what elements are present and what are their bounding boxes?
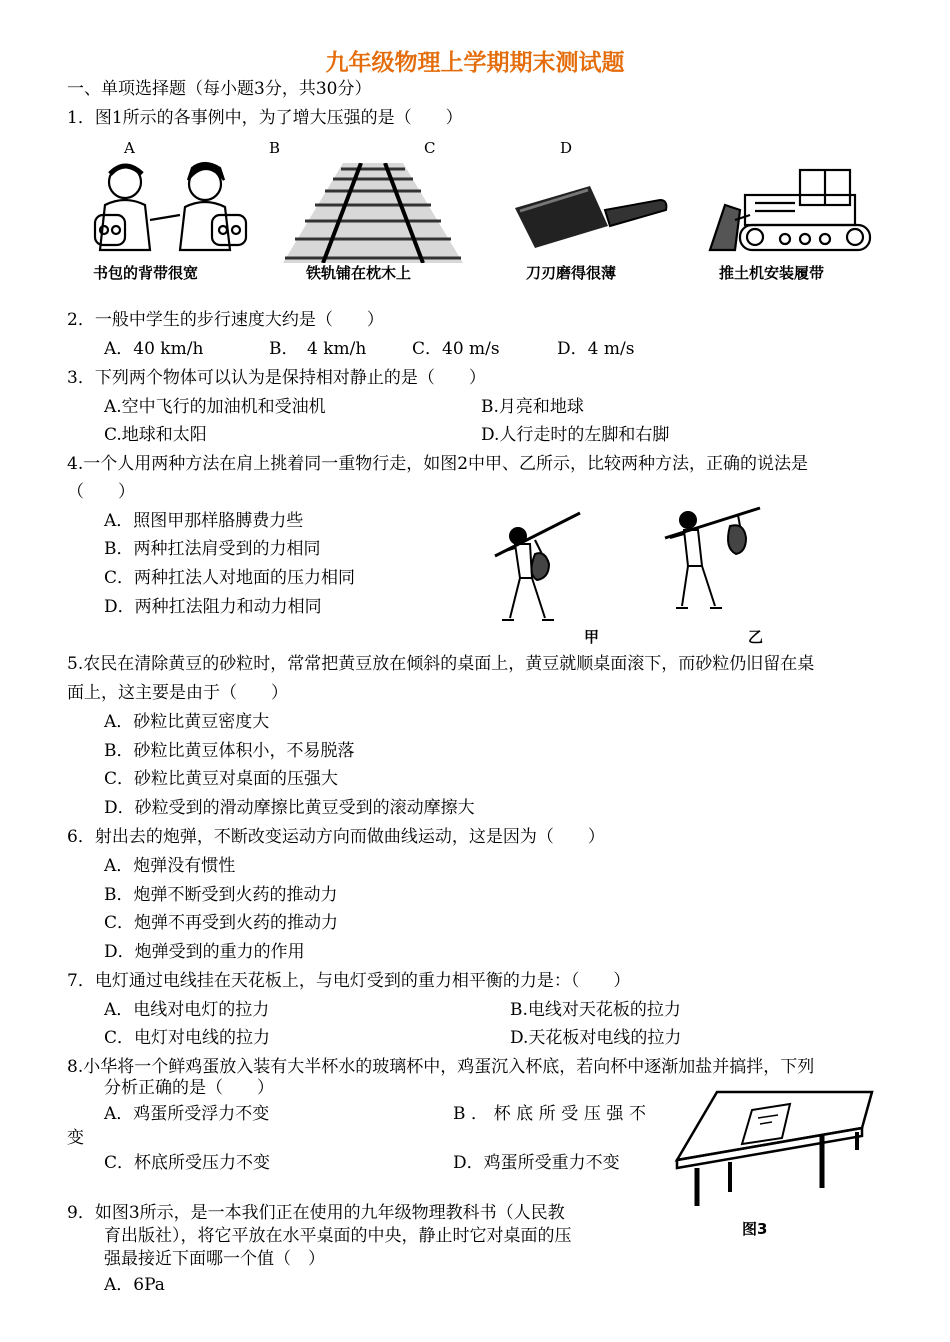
q1-caption-b: 铁轨铺在枕木上 xyxy=(306,264,412,282)
question-2-stem: 2．一般中学生的步行速度大约是（ ） xyxy=(67,310,384,330)
q6-option-b: B．炮弹不断受到火药的推动力 xyxy=(104,885,338,905)
q3-option-d: D.人行走时的左脚和右脚 xyxy=(481,425,670,445)
q7-option-d: D.天花板对电线的拉力 xyxy=(510,1028,682,1048)
q8-option-c: C．杯底所受压力不变 xyxy=(104,1153,271,1173)
q8-option-d: D．鸡蛋所受重力不变 xyxy=(453,1153,620,1173)
page-title: 九年级物理上学期期末测试题 xyxy=(325,50,625,76)
q4-option-c: C．两种扛法人对地面的压力相同 xyxy=(104,568,356,588)
q3-option-c: C.地球和太阳 xyxy=(104,425,207,445)
q1-label-a: A xyxy=(124,139,135,157)
q4-option-d: D．两种扛法阻力和动力相同 xyxy=(104,597,322,617)
q4-option-a: A．照图甲那样胳膊费力些 xyxy=(104,511,304,531)
question-5-stem-cont: 面上，这主要是由于（ ） xyxy=(67,683,288,703)
question-4-stem-cont: （ ） xyxy=(67,482,135,502)
q6-option-c: C．炮弹不再受到火药的推动力 xyxy=(104,913,339,933)
question-6-stem: 6．射出去的炮弹，不断改变运动方向而做曲线运动，这是因为（ ） xyxy=(67,827,605,847)
question-3-stem: 3．下列两个物体可以认为是保持相对静止的是（ ） xyxy=(67,368,486,388)
q8-option-b: B．杯底所受压强不 xyxy=(453,1104,646,1124)
q3-option-a: A.空中飞行的加油机和受油机 xyxy=(104,397,326,417)
question-9-line-1: 9．如图3所示，是一本我们正在使用的九年级物理教科书（人民教 xyxy=(67,1203,565,1223)
q5-option-d: D．砂粒受到的滑动摩擦比黄豆受到的滚动摩擦大 xyxy=(104,798,475,818)
q7-option-c: C．电灯对电线的拉力 xyxy=(104,1028,271,1048)
fig2-label-yi: 乙 xyxy=(748,628,764,646)
q2-option-c: C．40 m/s xyxy=(412,339,500,359)
q3-option-b: B.月亮和地球 xyxy=(481,397,584,417)
railway-figure xyxy=(283,163,463,263)
section-heading: 一、单项选择题（每小题3分，共30分） xyxy=(67,79,372,99)
q8-option-a: A．鸡蛋所受浮力不变 xyxy=(104,1104,270,1124)
question-8-stem: 8.小华将一个鲜鸡蛋放入装有大半杯水的玻璃杯中，鸡蛋沉入杯底，若向杯中逐渐加盐并搞拌，下列 xyxy=(67,1057,815,1077)
fig3-caption: 图3 xyxy=(742,1220,768,1238)
knife-figure xyxy=(510,178,670,253)
carrier-figure-yi xyxy=(660,498,770,613)
q2-option-d: D．4 m/s xyxy=(557,339,635,359)
q9-option-a: A．6Pa xyxy=(104,1275,165,1295)
q5-option-c: C．砂粒比黄豆对桌面的压强大 xyxy=(104,769,339,789)
question-9-line-3: 强最接近下面哪一个值（ ） xyxy=(104,1249,325,1269)
question-7-stem: 7．电灯通过电线挂在天花板上，与电灯受到的重力相平衡的力是：（ ） xyxy=(67,971,631,991)
question-5-stem: 5.农民在清除黄豆的砂粒时，常常把黄豆放在倾斜的桌面上，黄豆就顺桌面滚下，而砂粒仍旧留在桌 xyxy=(67,654,815,674)
q1-caption-c: 刀刃磨得很薄 xyxy=(526,264,617,282)
bulldozer-figure xyxy=(705,165,875,260)
q2-option-a: A．40 km/h xyxy=(104,339,204,359)
q8-option-b-wrap: 变 xyxy=(67,1128,84,1148)
q1-label-d: D xyxy=(560,139,573,157)
schoolbag-figure xyxy=(80,160,260,260)
q6-option-d: D．炮弹受到的重力的作用 xyxy=(104,942,305,962)
question-1-stem: 1．图1所示的各事例中，为了增大压强的是（ ） xyxy=(67,108,463,128)
q5-option-b: B．砂粒比黄豆体积小，不易脱落 xyxy=(104,741,355,761)
q1-caption-a: 书包的背带很宽 xyxy=(93,264,199,282)
fig2-label-jia: 甲 xyxy=(584,628,600,646)
q5-option-a: A．砂粒比黄豆密度大 xyxy=(104,712,270,732)
q7-option-b: B.电线对天花板的拉力 xyxy=(510,1000,681,1020)
table-book-figure xyxy=(672,1088,882,1213)
q2-option-b: B． 4 km/h xyxy=(269,339,367,359)
q6-option-a: A．炮弹没有惯性 xyxy=(104,856,236,876)
carrier-figure-jia xyxy=(490,508,590,628)
question-8-stem-cont: 分析正确的是（ ） xyxy=(104,1078,274,1098)
q4-option-b: B．两种扛法肩受到的力相同 xyxy=(104,539,321,559)
question-9-line-2: 育出版社），将它平放在水平桌面的中央，静止时它对桌面的压 xyxy=(104,1226,572,1246)
q1-label-b: B xyxy=(269,139,281,157)
question-4-stem: 4.一个人用两种方法在肩上挑着同一重物行走，如图2中甲、乙所示，比较两种方法，正确的说法是 xyxy=(67,454,809,474)
q1-caption-d: 推土机安装履带 xyxy=(719,264,825,282)
q7-option-a: A．电线对电灯的拉力 xyxy=(104,1000,270,1020)
q1-label-c: C xyxy=(424,139,436,157)
